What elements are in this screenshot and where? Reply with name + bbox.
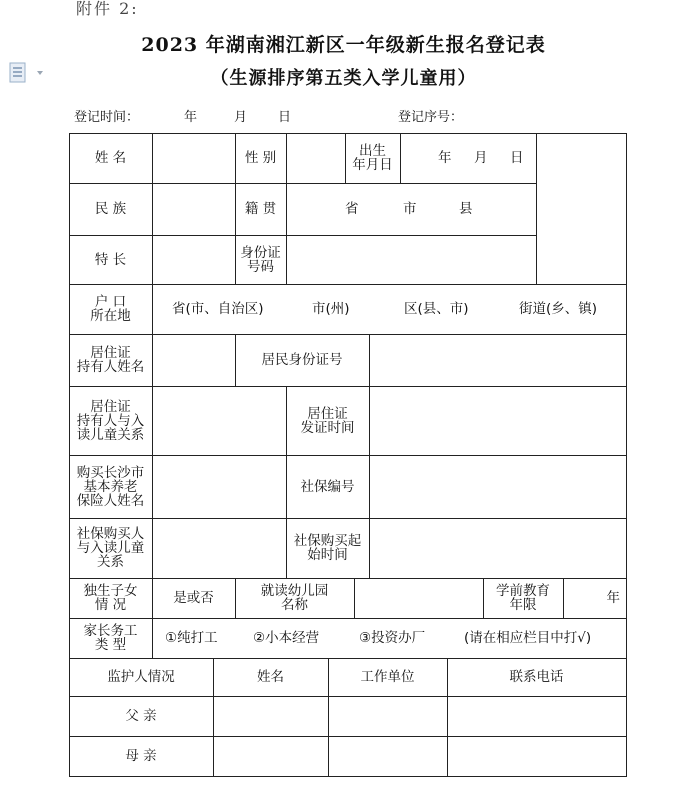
preschool-years-field[interactable]: 年 — [606, 590, 620, 606]
native-place-field[interactable] — [286, 183, 536, 235]
talent-label: 特 长 — [94, 251, 127, 268]
permit-relation-field[interactable] — [152, 386, 286, 455]
father-label: 父 亲 — [125, 708, 157, 724]
hukou-label: 户 口 所在地 — [90, 294, 131, 324]
father-phone-field[interactable] — [447, 696, 626, 736]
province-mark: 省 — [345, 201, 359, 217]
registration-number-label: 登记序号： — [398, 110, 464, 125]
permit-issue-time-field[interactable] — [369, 386, 626, 455]
kindergarten-field[interactable] — [354, 578, 483, 618]
mother-phone-field[interactable] — [447, 736, 626, 776]
kindergarten-label: 就读幼儿园 名称 — [260, 583, 329, 613]
table-line — [69, 776, 627, 777]
insured-relation-field[interactable] — [152, 518, 286, 578]
birth-year-mark: 年 — [438, 150, 452, 166]
gender-label: 性 别 — [244, 150, 277, 166]
mother-label: 母 亲 — [125, 748, 157, 764]
hukou-city-mark: 市(州) — [312, 301, 350, 317]
native-place-label: 籍 贯 — [244, 201, 277, 217]
insurance-start-field[interactable] — [369, 518, 626, 578]
reg-day-mark: 日 — [278, 110, 292, 125]
option-labor[interactable]: ①纯打工 — [165, 630, 218, 646]
mother-work-field[interactable] — [328, 736, 447, 776]
hukou-street-mark: 街道(乡、镇) — [519, 301, 598, 317]
guardian-label: 监护人情况 — [107, 669, 175, 685]
insured-name-field[interactable] — [152, 455, 286, 518]
father-name-field[interactable] — [213, 696, 328, 736]
page-subtitle: （生源排序第五类入学儿童用） — [210, 68, 477, 89]
father-work-field[interactable] — [328, 696, 447, 736]
resident-id-label: 居民身份证号 — [261, 352, 343, 368]
hukou-field[interactable] — [152, 284, 626, 334]
social-security-no-label: 社保编号 — [300, 478, 355, 495]
guardian-phone-header: 联系电话 — [509, 669, 564, 685]
insured-name-label: 购买长沙市 基本养老 保险人姓名 — [76, 464, 145, 509]
guardian-name-header: 姓名 — [257, 669, 284, 685]
birth-day-mark: 日 — [510, 150, 524, 166]
birth-date-label: 出生 年月日 — [352, 143, 393, 173]
resident-id-field[interactable] — [369, 334, 626, 386]
hukou-district-mark: 区(县、市) — [404, 301, 469, 317]
social-security-no-field[interactable] — [369, 455, 626, 518]
yes-no-field[interactable]: 是或否 — [173, 590, 214, 606]
photo-area[interactable] — [536, 133, 626, 284]
name-label: 姓 名 — [94, 150, 127, 166]
page-title: 2023 年湖南湘江新区一年级新生报名登记表 — [141, 34, 546, 56]
insured-relation-label: 社保购买人 与入读儿童 关系 — [76, 526, 145, 570]
ethnicity-label: 民 族 — [94, 201, 127, 217]
ethnicity-field[interactable] — [152, 183, 235, 235]
permit-issue-time-label: 居住证 发证时间 — [300, 405, 355, 436]
insurance-start-label: 社保购买起 始时间 — [293, 533, 362, 563]
option-invest-factory[interactable]: ③投资办厂 — [359, 630, 426, 646]
parent-work-type-label: 家长务工 类 型 — [83, 623, 138, 653]
id-number-field[interactable] — [286, 235, 536, 284]
permit-relation-label: 居住证 持有人与入 读儿童关系 — [76, 398, 145, 443]
id-number-label: 身份证 号码 — [240, 244, 281, 275]
permit-holder-name-label: 居住证 持有人姓名 — [76, 345, 145, 375]
birth-month-mark: 月 — [474, 150, 488, 166]
talent-field[interactable] — [152, 235, 235, 284]
registration-time-label: 登记时间： — [74, 110, 140, 125]
county-mark: 县 — [459, 201, 473, 217]
mother-name-field[interactable] — [213, 736, 328, 776]
name-field[interactable] — [152, 133, 235, 183]
preschool-years-label: 学前教育 年限 — [496, 583, 550, 613]
tick-instruction: (请在相应栏目中打√) — [464, 630, 592, 646]
table-line — [626, 133, 627, 776]
guardian-work-header: 工作单位 — [360, 669, 415, 685]
birth-date-field[interactable] — [400, 133, 536, 183]
gender-field[interactable] — [286, 133, 345, 183]
attachment-label: 附件 2: — [76, 0, 139, 18]
permit-holder-name-field[interactable] — [152, 334, 235, 386]
parent-work-type-options[interactable] — [152, 618, 626, 658]
city-mark: 市 — [403, 201, 417, 217]
only-child-label: 独生子女 情 况 — [83, 583, 138, 613]
hukou-province-mark: 省(市、自治区) — [172, 301, 264, 317]
reg-year-mark: 年 — [184, 110, 198, 125]
option-small-business[interactable]: ②小本经营 — [253, 630, 320, 646]
reg-month-mark: 月 — [234, 110, 248, 125]
